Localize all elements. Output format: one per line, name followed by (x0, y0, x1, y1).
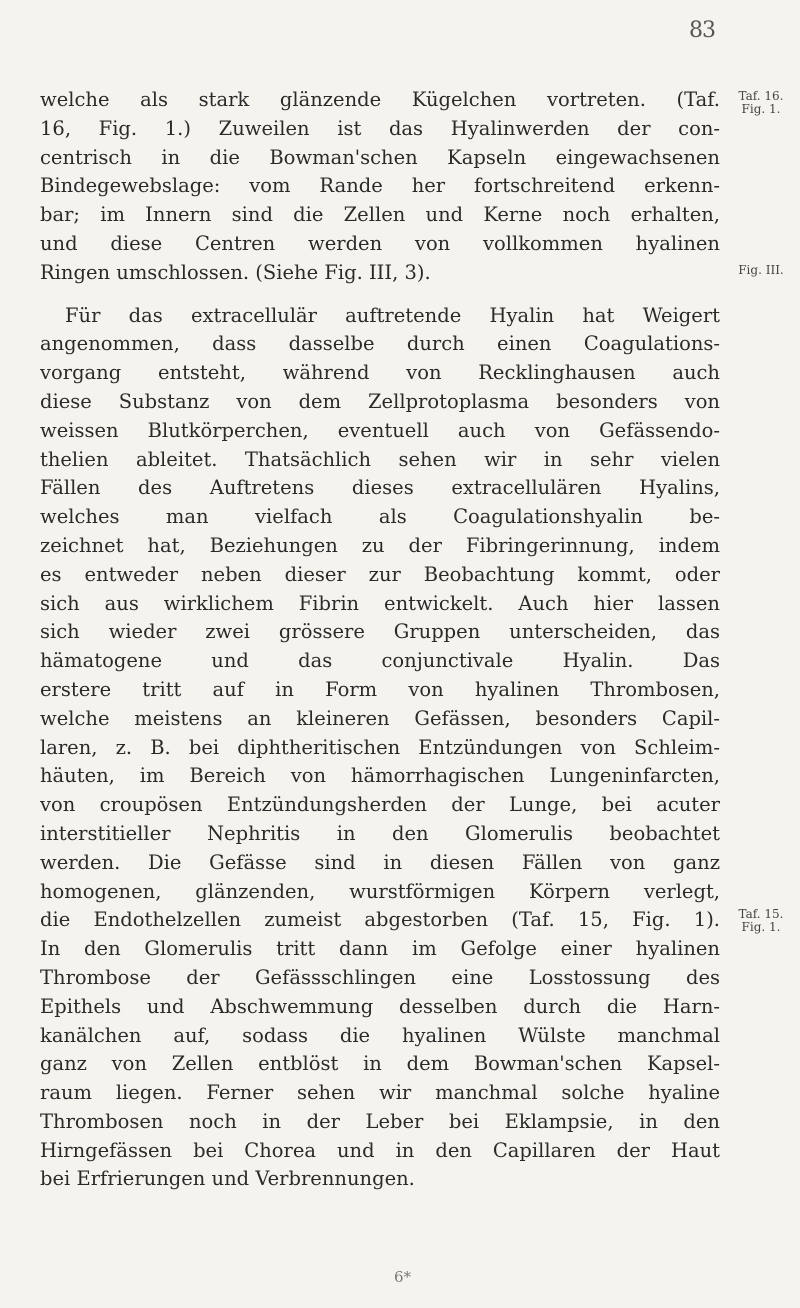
text-line: Hirngefässen bei Chorea und in den Capillaren der Haut (40, 1138, 720, 1162)
text-line: die Endothelzellen zumeist abgestorben (Taf. 15, Fig. 1). (40, 908, 720, 932)
margin-note-line: Taf. 15. (738, 907, 784, 921)
text-line: erstere tritt auf in Form von hyalinen Thrombosen, (40, 677, 720, 701)
text-line: welche meistens an kleineren Gefässen, besonders Capil- (40, 706, 720, 730)
text-line: kanälchen auf, sodass die hyalinen Wülste manchmal (40, 1023, 720, 1047)
text-line: homogenen, glänzenden, wurstförmigen Körpern verlegt, (40, 879, 720, 903)
margin-note-fig-iii (723, 264, 799, 277)
text-line: angenommen, dass dasselbe durch einen Coagulations- (40, 332, 720, 356)
text-line: bei Erfrierungen und Verbrennungen. (40, 1167, 415, 1191)
text-line: Ringen umschlossen. (Siehe Fig. III, 3). (40, 260, 431, 284)
text-line: zeichnet hat, Beziehungen zu der Fibringerinnung, indem (40, 533, 720, 557)
signature-mark: 6* (394, 1268, 412, 1286)
margin-note-line: Fig. 1. (741, 102, 781, 116)
text-line: Thrombose der Gefässschlingen eine Losstossung des (40, 965, 720, 989)
margin-note-line: Fig. 1. (741, 920, 781, 934)
text-line: thelien ableitet. Thatsächlich sehen wir in sehr vielen (40, 447, 720, 471)
text-line: vorgang entsteht, während von Recklinghausen auch (40, 361, 720, 385)
margin-note-line: Taf. 16. (738, 89, 784, 103)
text-line: raum liegen. Ferner sehen wir manchmal solche hyaline (40, 1081, 720, 1105)
text-line: diese Substanz von dem Zellprotoplasma besonders von (40, 389, 720, 413)
page-number: 83 (689, 18, 715, 43)
text-line: laren, z. B. bei diphtheritischen Entzündungen von Schleim- (40, 735, 720, 759)
text-line: interstitieller Nephritis in den Glomerulis beobachtet (40, 821, 720, 845)
text-line: hämatogene und das conjunctivale Hyalin. Das (40, 649, 720, 673)
text-line: Fällen des Auftretens dieses extracellulären Hyalins, (40, 476, 720, 500)
body-text (40, 86, 720, 1194)
margin-note-taf-16 (723, 90, 799, 116)
margin-note-taf-15 (723, 908, 799, 934)
text-line: sich aus wirklichem Fibrin entwickelt. Auch hier lassen (40, 591, 720, 615)
margin-note-line: Fig. III. (738, 263, 784, 277)
text-line: werden. Die Gefässe sind in diesen Fällen von ganz (40, 850, 720, 874)
text-line: häuten, im Bereich von hämorrhagischen Lungeninfarcten, (40, 764, 720, 788)
text-line: 16, Fig. 1.) Zuweilen ist das Hyalinwerden der con- (40, 116, 720, 140)
text-line: weissen Blutkörperchen, eventuell auch von Gefässendo- (40, 418, 720, 442)
text-line: Bindegewebslage: vom Rande her fortschreitend erkenn- (40, 174, 720, 198)
text-line: In den Glomerulis tritt dann im Gefolge einer hyalinen (40, 937, 720, 961)
text-line: welches man vielfach als Coagulationshyalin be- (40, 505, 720, 529)
text-line: bar; im Innern sind die Zellen und Kerne noch erhalten, (40, 203, 720, 227)
text-line: welche als stark glänzende Kügelchen vortreten. (Taf. (40, 88, 720, 111)
text-line: es entweder neben dieser zur Beobachtung kommt, oder (40, 562, 720, 586)
text-line: sich wieder zwei grössere Gruppen unterscheiden, das (40, 620, 720, 644)
text-line: Epithels und Abschwemmung desselben durch die Harn- (40, 994, 720, 1018)
text-line: centrisch in die Bowman'schen Kapseln eingewachsenen (40, 145, 720, 169)
text-line: und diese Centren werden von vollkommen hyalinen (40, 231, 720, 255)
text-line: ganz von Zellen entblöst in dem Bowman'schen Kapsel- (40, 1052, 720, 1076)
text-line: Thrombosen noch in der Leber bei Eklampsie, in den (40, 1109, 720, 1133)
text-line: von croupösen Entzündungsherden der Lunge, bei acuter (40, 793, 720, 817)
text-line: Für das extracellulär auftretende Hyalin hat Weigert (65, 303, 720, 327)
